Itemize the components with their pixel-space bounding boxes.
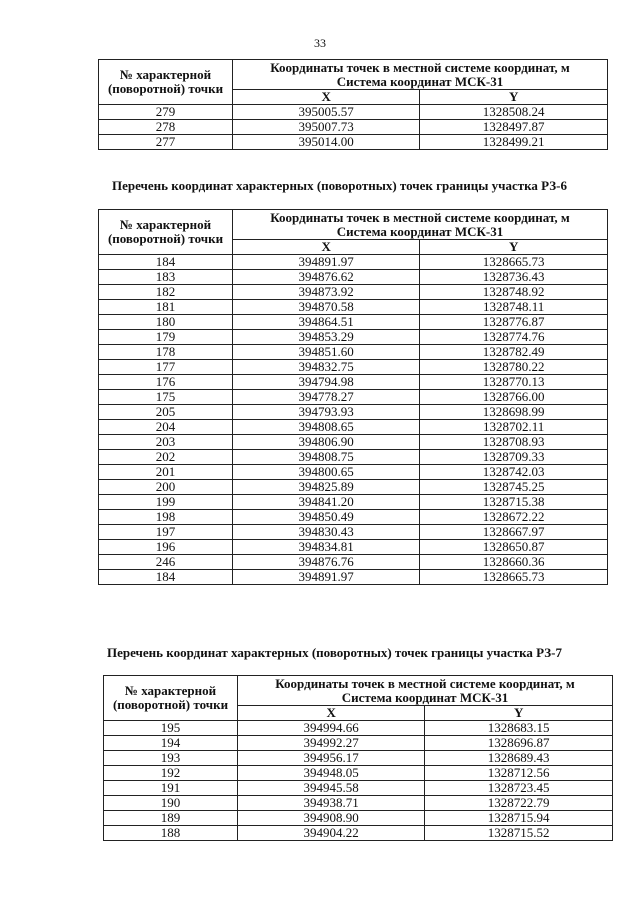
y-coordinate-cell: 1328667.97 <box>420 524 608 539</box>
y-coordinate-cell: 1328689.43 <box>425 750 613 765</box>
table-row <box>99 404 608 419</box>
coordinates-title: Координаты точек в местной системе координат, м <box>270 59 570 75</box>
table-row <box>99 359 608 374</box>
coordinates-title: Координаты точек в местной системе координат, м <box>270 209 570 225</box>
point-number-cell: 200 <box>99 479 233 494</box>
coordinates-header <box>233 210 608 240</box>
x-coordinate-cell: 394891.97 <box>233 254 420 269</box>
point-number-cell: 205 <box>99 404 233 419</box>
y-coordinate-cell: 1328736.43 <box>420 269 608 284</box>
x-coordinate-cell: 394794.98 <box>233 374 420 389</box>
point-number-cell: 190 <box>104 795 238 810</box>
point-number-cell: 188 <box>104 825 238 840</box>
table-row <box>104 765 613 780</box>
table-row <box>104 720 613 735</box>
point-number-cell: 175 <box>99 389 233 404</box>
y-coordinate-cell: 1328665.73 <box>420 569 608 584</box>
x-coordinate-cell: 394808.65 <box>233 419 420 434</box>
point-number-cell: 189 <box>104 810 238 825</box>
y-coordinate-cell: 1328780.22 <box>420 359 608 374</box>
point-number-cell: 199 <box>99 494 233 509</box>
point-number-cell: 184 <box>99 569 233 584</box>
table-row <box>99 449 608 464</box>
table-row <box>99 509 608 524</box>
point-number-cell: 195 <box>104 720 238 735</box>
table-row <box>99 554 608 569</box>
x-coordinate-cell: 394994.66 <box>238 720 425 735</box>
y-coordinate-cell: 1328683.15 <box>425 720 613 735</box>
coordinates-title: Координаты точек в местной системе координат, м <box>275 675 575 691</box>
y-coordinate-cell: 1328742.03 <box>420 464 608 479</box>
x-coordinate-cell: 394800.65 <box>233 464 420 479</box>
point-number-header: № характерной (поворотной) точки <box>99 210 233 255</box>
x-coordinate-cell: 394992.27 <box>238 735 425 750</box>
x-coordinate-cell: 394945.58 <box>238 780 425 795</box>
x-coordinate-cell: 394864.51 <box>233 314 420 329</box>
y-coordinate-cell: 1328497.87 <box>420 119 608 134</box>
y-coordinate-cell: 1328715.52 <box>425 825 613 840</box>
y-column-header: Y <box>420 240 608 255</box>
table-row <box>104 810 613 825</box>
coordinate-system: Система координат МСК-31 <box>336 73 504 89</box>
x-coordinate-cell: 394853.29 <box>233 329 420 344</box>
y-coordinate-cell: 1328702.11 <box>420 419 608 434</box>
coordinate-system: Система координат МСК-31 <box>336 223 504 239</box>
table-row <box>99 419 608 434</box>
y-column-header: Y <box>425 706 613 721</box>
table-row <box>99 284 608 299</box>
table-row <box>99 524 608 539</box>
table-row <box>99 329 608 344</box>
y-coordinate-cell: 1328774.76 <box>420 329 608 344</box>
table-row <box>104 795 613 810</box>
point-number-cell: 176 <box>99 374 233 389</box>
table-row <box>99 539 608 554</box>
table-row <box>104 735 613 750</box>
x-coordinate-cell: 394793.93 <box>233 404 420 419</box>
table-row <box>104 750 613 765</box>
point-number-cell: 277 <box>99 134 233 149</box>
y-coordinate-cell: 1328715.94 <box>425 810 613 825</box>
y-coordinate-cell: 1328782.49 <box>420 344 608 359</box>
table-row <box>99 299 608 314</box>
point-number-cell: 192 <box>104 765 238 780</box>
x-coordinate-cell: 394832.75 <box>233 359 420 374</box>
y-coordinate-cell: 1328712.56 <box>425 765 613 780</box>
x-coordinate-cell: 394851.60 <box>233 344 420 359</box>
x-coordinate-cell: 394834.81 <box>233 539 420 554</box>
table-row <box>99 254 608 269</box>
point-number-cell: 198 <box>99 509 233 524</box>
point-number-header: № характерной (поворотной) точки <box>99 60 233 105</box>
table-row <box>99 389 608 404</box>
y-coordinate-cell: 1328650.87 <box>420 539 608 554</box>
point-number-cell: 178 <box>99 344 233 359</box>
y-coordinate-cell: 1328708.93 <box>420 434 608 449</box>
x-coordinate-cell: 394908.90 <box>238 810 425 825</box>
point-number-cell: 279 <box>99 104 233 119</box>
page-number: 33 <box>314 36 326 50</box>
y-coordinate-cell: 1328660.36 <box>420 554 608 569</box>
x-coordinate-cell: 394876.76 <box>233 554 420 569</box>
x-coordinate-cell: 394830.43 <box>233 524 420 539</box>
point-number-cell: 183 <box>99 269 233 284</box>
point-number-header: № характерной (поворотной) точки <box>104 676 238 721</box>
x-coordinate-cell: 394850.49 <box>233 509 420 524</box>
point-number-cell: 191 <box>104 780 238 795</box>
y-coordinate-cell: 1328672.22 <box>420 509 608 524</box>
x-coordinate-cell: 394870.58 <box>233 299 420 314</box>
y-coordinate-cell: 1328723.45 <box>425 780 613 795</box>
table-row <box>99 464 608 479</box>
x-coordinate-cell: 394841.20 <box>233 494 420 509</box>
coordinates-header <box>238 676 613 706</box>
y-column-header: Y <box>420 90 608 105</box>
table-row <box>99 344 608 359</box>
point-number-cell: 181 <box>99 299 233 314</box>
point-number-cell: 180 <box>99 314 233 329</box>
table-row <box>99 314 608 329</box>
x-coordinate-cell: 394948.05 <box>238 765 425 780</box>
y-coordinate-cell: 1328776.87 <box>420 314 608 329</box>
section-title-rz6: Перечень координат характерных (поворотных) точек границы участка РЗ-6 <box>112 178 567 193</box>
x-coordinate-cell: 394891.97 <box>233 569 420 584</box>
x-coordinate-cell: 394938.71 <box>238 795 425 810</box>
coordinates-table-rz6 <box>98 209 608 585</box>
table-row <box>99 494 608 509</box>
table-row <box>99 269 608 284</box>
coordinates-table-continued <box>98 59 608 150</box>
y-coordinate-cell: 1328748.11 <box>420 299 608 314</box>
table-row <box>99 104 608 119</box>
point-number-cell: 177 <box>99 359 233 374</box>
y-coordinate-cell: 1328665.73 <box>420 254 608 269</box>
x-column-header: X <box>233 240 420 255</box>
x-coordinate-cell: 394778.27 <box>233 389 420 404</box>
y-coordinate-cell: 1328766.00 <box>420 389 608 404</box>
table-row <box>99 134 608 149</box>
point-number-cell: 204 <box>99 419 233 434</box>
x-coordinate-cell: 395014.00 <box>233 134 420 149</box>
y-coordinate-cell: 1328709.33 <box>420 449 608 464</box>
table-row <box>99 119 608 134</box>
x-coordinate-cell: 394806.90 <box>233 434 420 449</box>
y-coordinate-cell: 1328715.38 <box>420 494 608 509</box>
point-number-cell: 246 <box>99 554 233 569</box>
coordinate-system: Система координат МСК-31 <box>341 689 509 705</box>
point-number-cell: 278 <box>99 119 233 134</box>
table-row <box>104 825 613 840</box>
y-coordinate-cell: 1328508.24 <box>420 104 608 119</box>
x-column-header: X <box>238 706 425 721</box>
table-row <box>99 434 608 449</box>
point-number-cell: 201 <box>99 464 233 479</box>
section-title-rz7: Перечень координат характерных (поворотных) точек границы участка РЗ-7 <box>107 645 562 660</box>
x-column-header: X <box>233 90 420 105</box>
x-coordinate-cell: 394808.75 <box>233 449 420 464</box>
table-row <box>99 479 608 494</box>
x-coordinate-cell: 395007.73 <box>233 119 420 134</box>
x-coordinate-cell: 394904.22 <box>238 825 425 840</box>
x-coordinate-cell: 394825.89 <box>233 479 420 494</box>
y-coordinate-cell: 1328722.79 <box>425 795 613 810</box>
point-number-cell: 179 <box>99 329 233 344</box>
coordinates-table-rz7 <box>103 675 613 841</box>
table-row <box>99 374 608 389</box>
table-row <box>99 569 608 584</box>
y-coordinate-cell: 1328698.99 <box>420 404 608 419</box>
x-coordinate-cell: 394956.17 <box>238 750 425 765</box>
y-coordinate-cell: 1328770.13 <box>420 374 608 389</box>
y-coordinate-cell: 1328745.25 <box>420 479 608 494</box>
point-number-cell: 184 <box>99 254 233 269</box>
table-row <box>104 780 613 795</box>
point-number-cell: 197 <box>99 524 233 539</box>
point-number-cell: 194 <box>104 735 238 750</box>
point-number-cell: 193 <box>104 750 238 765</box>
x-coordinate-cell: 394876.62 <box>233 269 420 284</box>
x-coordinate-cell: 395005.57 <box>233 104 420 119</box>
coordinates-header <box>233 60 608 90</box>
y-coordinate-cell: 1328499.21 <box>420 134 608 149</box>
y-coordinate-cell: 1328696.87 <box>425 735 613 750</box>
point-number-cell: 196 <box>99 539 233 554</box>
x-coordinate-cell: 394873.92 <box>233 284 420 299</box>
y-coordinate-cell: 1328748.92 <box>420 284 608 299</box>
point-number-cell: 203 <box>99 434 233 449</box>
point-number-cell: 202 <box>99 449 233 464</box>
point-number-cell: 182 <box>99 284 233 299</box>
